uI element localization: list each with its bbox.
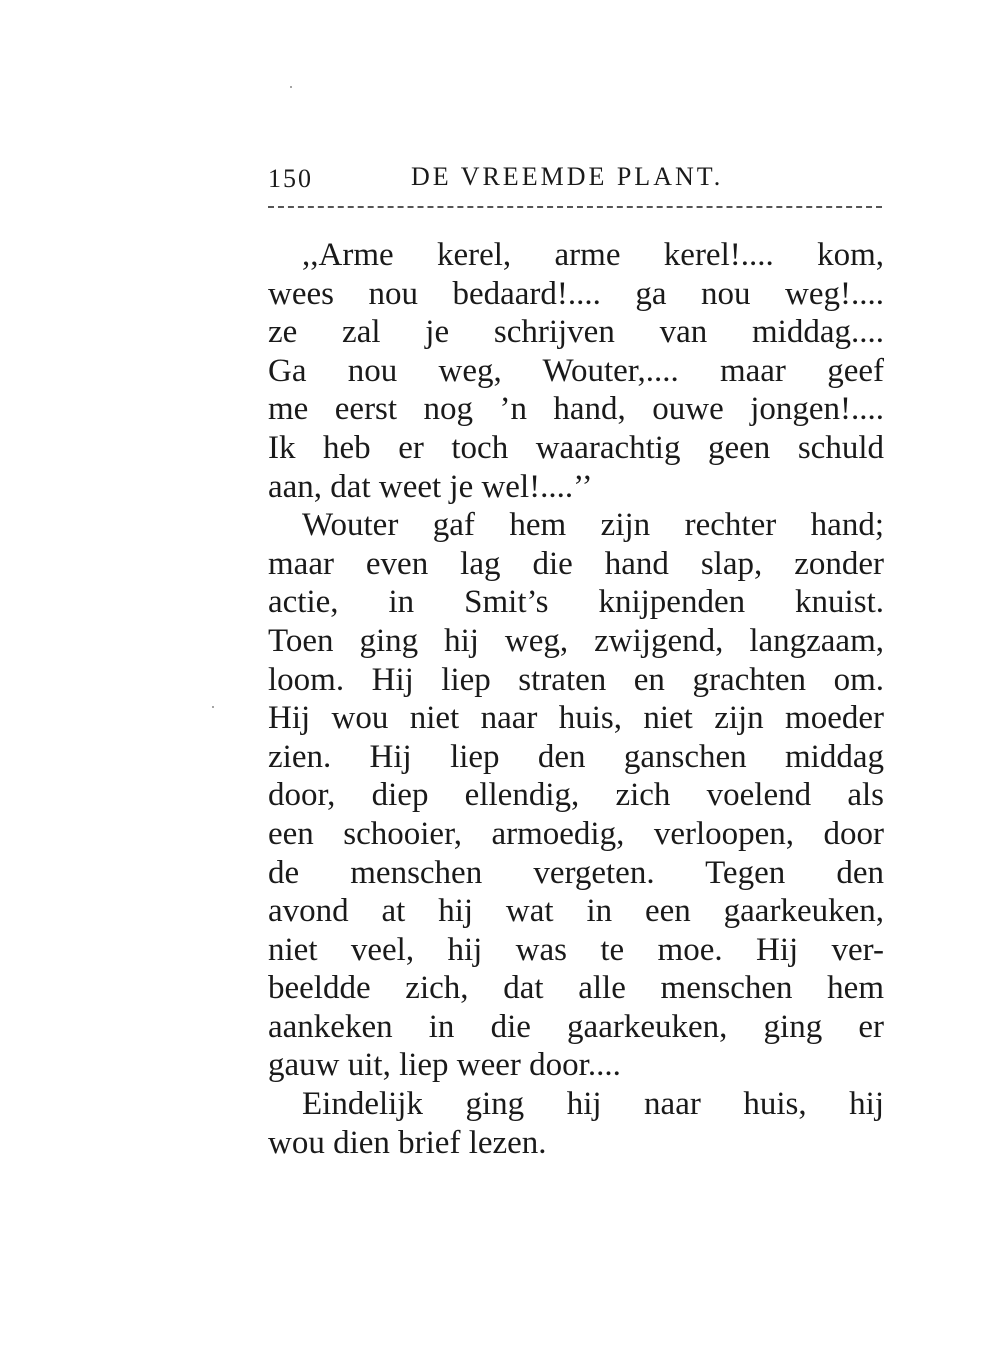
header-rule [268, 206, 882, 208]
page-number: 150 [268, 164, 313, 193]
text-line: aan, dat weet je wel!....’’ [268, 468, 593, 505]
body-text [268, 236, 884, 1162]
text-line: aankeken in die gaarkeuken, ging er [268, 1008, 884, 1045]
running-title: DE VREEMDE PLANT. [411, 162, 724, 191]
text-line: avond at hij wat in een gaarkeuken, [268, 893, 884, 930]
text-line: een schooier, armoedig, verloopen, door [268, 815, 884, 852]
text-line: de menschen vergeten. Tegen den [268, 854, 884, 891]
text-line: door, diep ellendig, zich voelend als [268, 777, 884, 814]
text-line: Hij wou niet naar huis, niet zijn moeder [268, 700, 884, 737]
text-line: maar even lag die hand slap, zonder [268, 545, 884, 582]
text-line: ze zal je schrijven van middag.... [268, 314, 884, 351]
text-line: Wouter gaf hem zijn rechter hand; [302, 507, 884, 544]
text-line: zien. Hij liep den ganschen middag [268, 738, 884, 775]
text-line: ,,Arme kerel, arme kerel!.... kom, [302, 237, 884, 273]
text-line: Eindelijk ging hij naar huis, hij [302, 1086, 884, 1123]
text-line: loom. Hij liep straten en grachten om. [268, 661, 884, 698]
text-line: beeldde zich, dat alle menschen hem [268, 970, 884, 1007]
text-line: wou dien brief lezen. [268, 1124, 547, 1161]
text-line: gauw uit, liep weer door.... [268, 1047, 621, 1084]
text-line: wees nou bedaard!.... ga nou weg!.... [268, 275, 884, 312]
scan-speck [290, 86, 292, 88]
text-line: niet veel, hij was te moe. Hij ver- [268, 931, 884, 968]
scan-speck [212, 706, 214, 708]
running-head [268, 160, 888, 196]
text-line: me eerst nog ’n hand, ouwe jongen!.... [268, 391, 884, 428]
text-line: actie, in Smit’s knijpenden knuist. [268, 584, 884, 621]
text-line: Ga nou weg, Wouter,.... maar geef [268, 352, 884, 389]
text-line: Toen ging hij weg, zwijgend, langzaam, [268, 622, 884, 659]
text-line: Ik heb er toch waarachtig geen schuld [268, 429, 884, 466]
